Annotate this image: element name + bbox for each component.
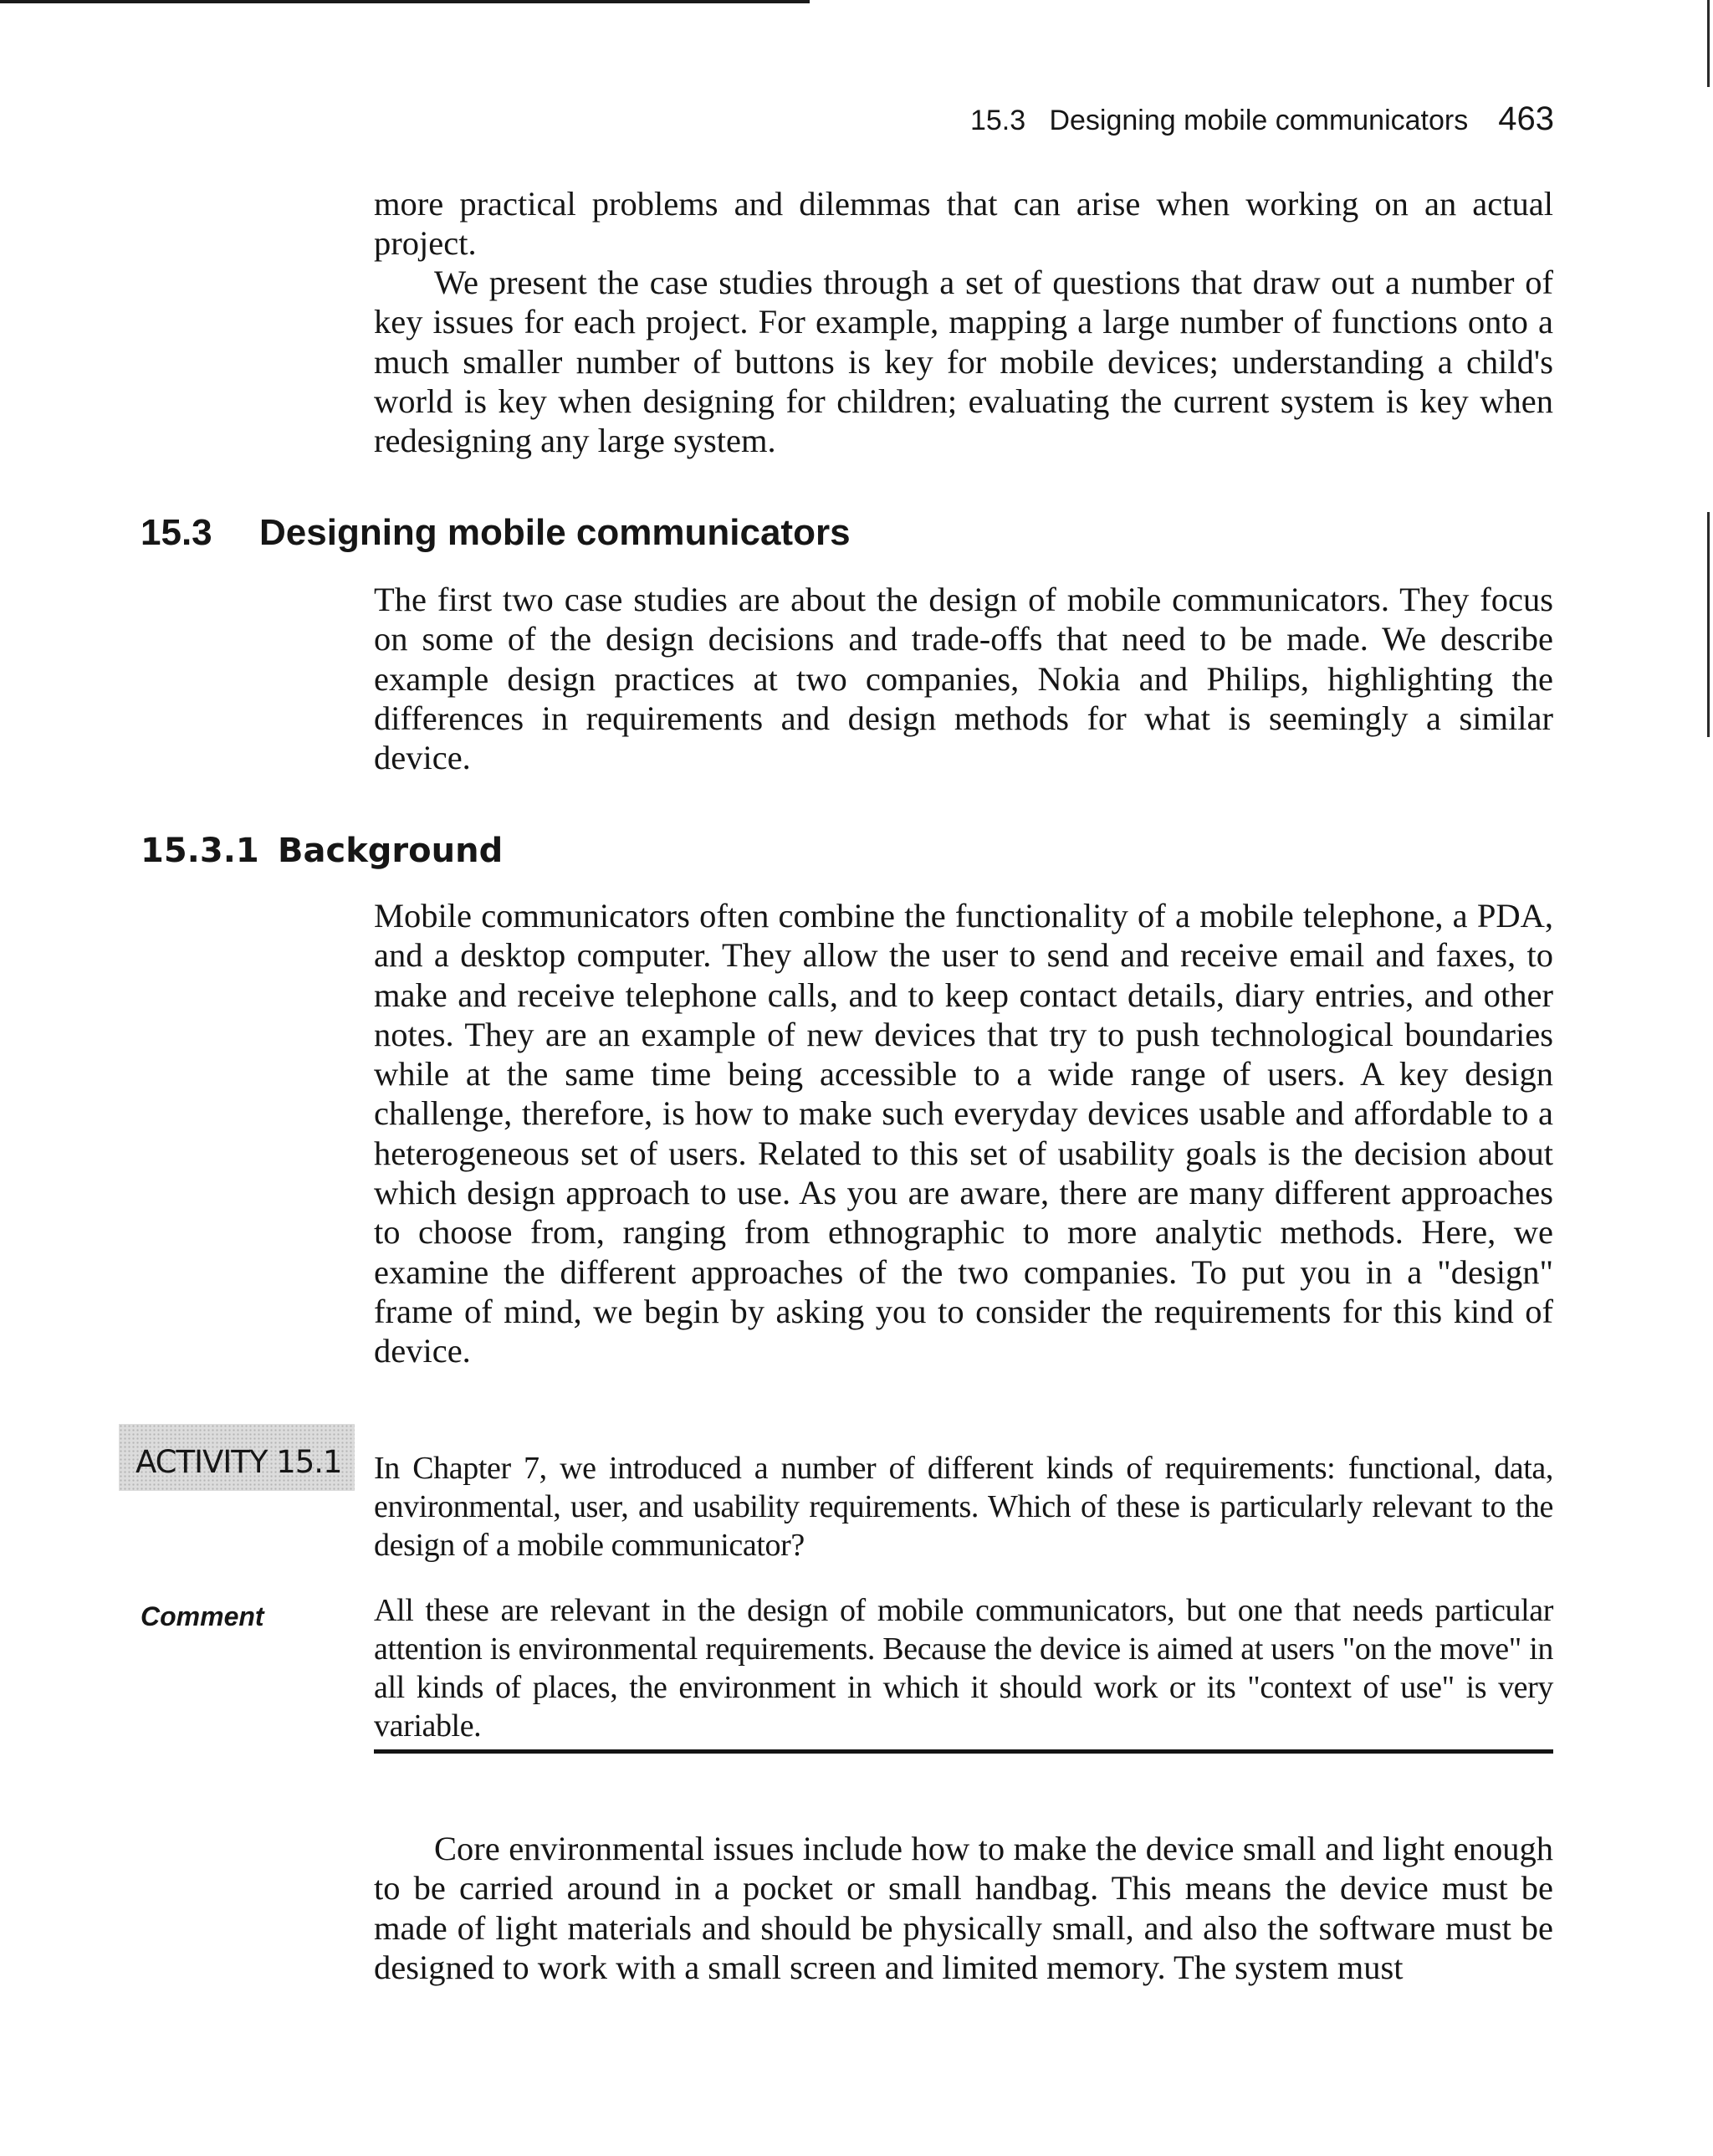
subsection-number: 15.3.1 — [141, 832, 259, 870]
activity-comment: All these are relevant in the design of mobile communicators, but one that needs particular attention is environmental requirements. Because the device is aimed at users "on the move" in all kinds of places, the environment in which it should work or its "context of use" is very variable. — [374, 1593, 1553, 1744]
closing-paragraph: Core environmental issues include how to make the device small and light enough to be carried around in a pocket or small handbag. This means the device must be made of light materials and should be physically small, and also the software must be designed to work with a small screen and limited memory. The system must — [374, 1830, 1553, 1986]
subsection-title: Background — [278, 832, 504, 870]
scan-edge-mark-mid — [1707, 690, 1710, 737]
page-top-rule — [0, 0, 810, 3]
scan-edge-mark-top — [1707, 0, 1710, 87]
activity-end-rule — [374, 1749, 1553, 1754]
running-head-title: 15.3 Designing mobile communicators — [969, 105, 1469, 136]
section-title: Designing mobile communicators — [259, 512, 851, 553]
comment-label: Comment — [141, 1601, 264, 1631]
activity-badge: ACTIVITY 15.1 — [119, 1424, 355, 1491]
intro-paragraph-case-studies: We present the case studies through a set of questions that draw out a number of key issues for each project. For example, mapping a large number of functions onto a much smaller number of buttons is key for mobile devices; understanding a child's world is key when designing for children; evaluating the current system is key when redesigning any large system. — [374, 264, 1553, 460]
page-number: 463 — [1498, 100, 1554, 137]
background-paragraph: Mobile communicators often combine the functionality of a mobile telephone, a PDA, and a desktop computer. They allow the user to send and receive email and faxes, to make and receive telephone calls, and to keep contact details, diary entries, and other notes. They are an example of new devices that try to push technological boundaries while at the same time being accessible to a wide range of users. A key design challenge, therefore, is how to make such everyday devices usable and affordable to a heterogeneous set of users. Related to this set of usability goals is the decision about which design approach to use. As you are aware, there are many different approaches to choose from, ranging from ethnographic to more analytic methods. Here, we examine the different approaches of the two companies. To put you in a "design" frame of mind, we begin by asking you to consider the requirements for this kind of device. — [374, 897, 1553, 1370]
running-head — [970, 100, 1554, 138]
section-number: 15.3 — [141, 512, 212, 553]
activity-question: In Chapter 7, we introduced a number of different kinds of requirements: functional, data, environmental, user, and usability requirements. Which of these is particularly relevant to the design of a mobile communicator? — [374, 1451, 1553, 1563]
subsection-heading — [141, 832, 503, 870]
intro-paragraph-continued: more practical problems and dilemmas that can arise when working on an actual project. — [374, 185, 1553, 263]
section-heading — [141, 512, 851, 554]
section-intro-paragraph: The first two case studies are about the design of mobile communicators. They focus on some of the design decisions and trade-offs that need to be made. We describe example design practices at two companies, Nokia and Philips, highlighting the differences in requirements and design methods for what is seemingly a similar device. — [374, 581, 1553, 777]
